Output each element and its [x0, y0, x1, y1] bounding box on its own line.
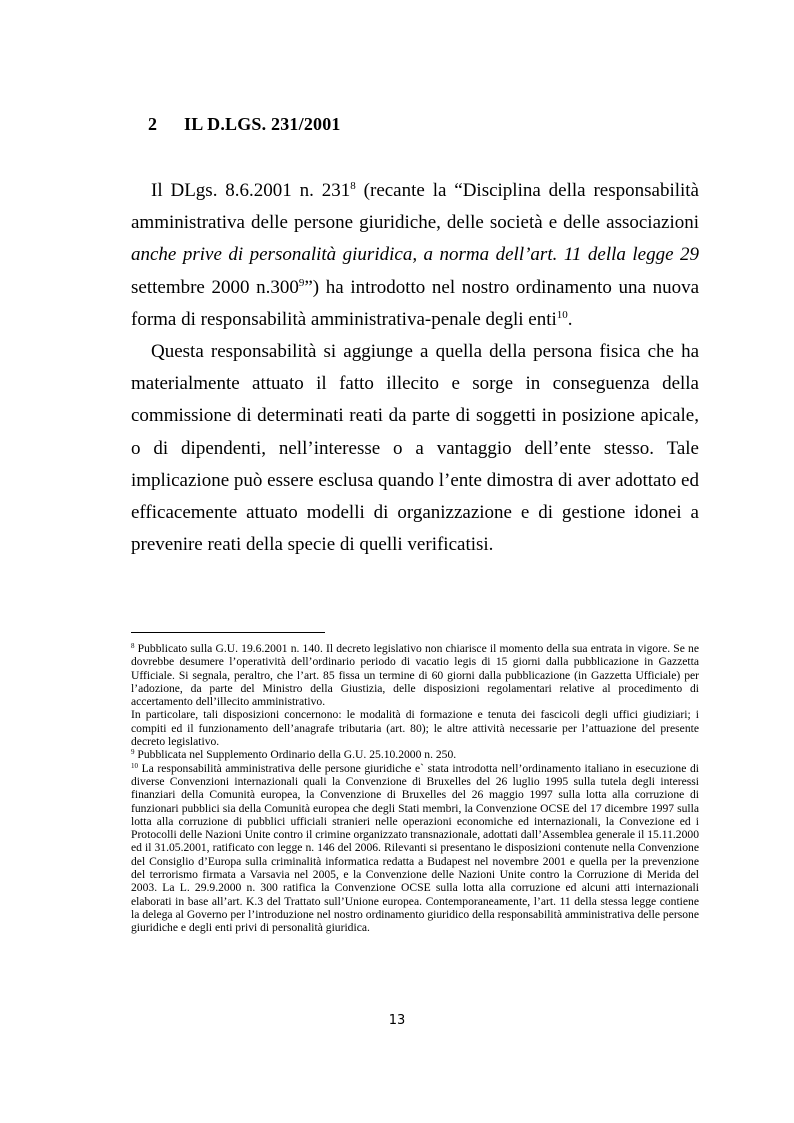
footnotes — [131, 642, 699, 935]
page-number: 13 — [388, 1013, 406, 1028]
footnote-8-text: Pubblicato sulla G.U. 19.6.2001 n. 140. Il decreto legislativo non chiarisce il momento della sua entrata in vigore. Se ne dovrebbe desumere l’operatività dell’ordinario periodo di vacatio legis di 15 giorni dalla pubblicazione in Gazzetta Ufficiale. Si segnala, peraltro, che l’art. 85 fissa un termine di 60 giorni dalla pubblicazione (in Gazzetta Ufficiale) per l’adozione, da parte del Ministro della Giustizia, delle disposizioni regolamentari relative al procedimento di accertamento dell’illecito amministrativo. — [131, 642, 699, 709]
paragraph-1-text-a: Il DLgs. 8.6.2001 n. 231 — [151, 180, 351, 201]
footnote-ref-9: 9 — [298, 276, 305, 289]
footnote-separator — [131, 632, 325, 633]
paragraph-1 — [131, 175, 699, 336]
body-text — [131, 175, 699, 561]
footnote-10-mark: 10 — [131, 761, 138, 770]
section-heading — [148, 114, 341, 135]
section-title: IL D.LGS. 231/2001 — [184, 114, 341, 134]
paragraph-1-text-b: (recante la “Disciplina della responsabilità amministrativa delle persone giuridiche, delle società e delle associazioni — [131, 180, 699, 234]
footnote-ref-10: 10 — [556, 308, 568, 321]
footnote-9-text: Pubblicata nel Supplemento Ordinario della G.U. 25.10.2000 n. 250. — [134, 748, 457, 762]
footnote-8-mark: 8 — [131, 642, 135, 650]
footnote-10 — [131, 762, 699, 935]
paragraph-1-text-c: settembre 2000 n.300 — [131, 276, 299, 298]
paragraph-1-text-e: . — [567, 308, 573, 330]
footnote-9-mark: 9 — [131, 748, 135, 757]
footnote-8 — [131, 642, 699, 708]
paragraph-1-italic: anche prive di personalità giuridica, a norma dell’art. 11 della legge 29 — [131, 244, 699, 266]
section-number: 2 — [148, 114, 158, 134]
footnote-ref-8: 8 — [350, 180, 356, 192]
footnote-8-continued: In particolare, tali disposizioni concernono: le modalità di formazione e tenuta dei fascicoli degli uffici giudiziari; i compiti ed il funzionamento dell’anagrafe tributaria (art. 80); le altre attività necessarie per l’attuazione del presente decreto legislativo. — [131, 708, 699, 749]
paragraph-1-text-d: ”) ha introdotto nel nostro ordinamento una nuova forma di responsabilità amministrativa-penale degli enti — [131, 276, 700, 330]
footnote-9 — [131, 748, 699, 761]
footnote-10-text: La responsabilità amministrativa delle persone giuridiche e` stata introdotta nell’ordinamento italiano in esecuzione di diverse Convenzioni internazionali quali la Convenzione di Bruxelles del 26 luglio 1995 sulla tutela degli interessi finanziari della Comunità europea, la Convenzione di Bruxelles del 26 maggio 1997 sulla lotta alla corruzione di funzionari pubblici sia della Comunità europea che degli Stati membri, la Convenzione OCSE del 17 dicembre 1997 sulla lotta alla corruzione di pubblici ufficiali stranieri nelle operazioni economiche ed internazionali, la Convezione ed i Protocolli delle Nazioni Unite contro il crimine organizzato transnazionale, adottati dall’Assemblea generale il 15.11.2000 ed il 31.05.2001, ratificato con legge n. 146 del 2006. Rilevanti si presentano le disposizioni contenute nella Convenzione del Consiglio d’Europa sulla criminalità informatica redatta a Budapest nel novembre 2001 e quella per la prevenzione del terrorismo firmata a Varsavia nel 2005, e la Convenzione delle Nazioni Unite contro la Corruzione di Merida del 2003. La L. 29.9.2000 n. 300 ratifica la Convenzione OCSE sulla lotta alla corruzione ed alcuni atti internazionali elaborati in base all’art. K.3 del Trattato sull’Unione europea. Contemporaneamente, l’art. 11 della stessa legge contiene la delega al Governo per l’introduzione nel nostro ordinamento giuridico della responsabilità amministrativa delle persone giuridiche e degli enti privi di personalità giuridica. — [131, 761, 699, 935]
paragraph-2: Questa responsabilità si aggiunge a quella della persona fisica che ha materialmente attuato il fatto illecito e sorge in conseguenza della commissione di determinati reati da parte di soggetti in posizione apicale, o di dipendenti, nell’interesse o a vantaggio dell’ente stesso. Tale implicazione può essere esclusa quando l’ente dimostra di aver adottato ed efficacemente attuato modelli di organizzazione e di gestione idonei a prevenire reati della specie di quelli verificatisi. — [131, 341, 699, 556]
